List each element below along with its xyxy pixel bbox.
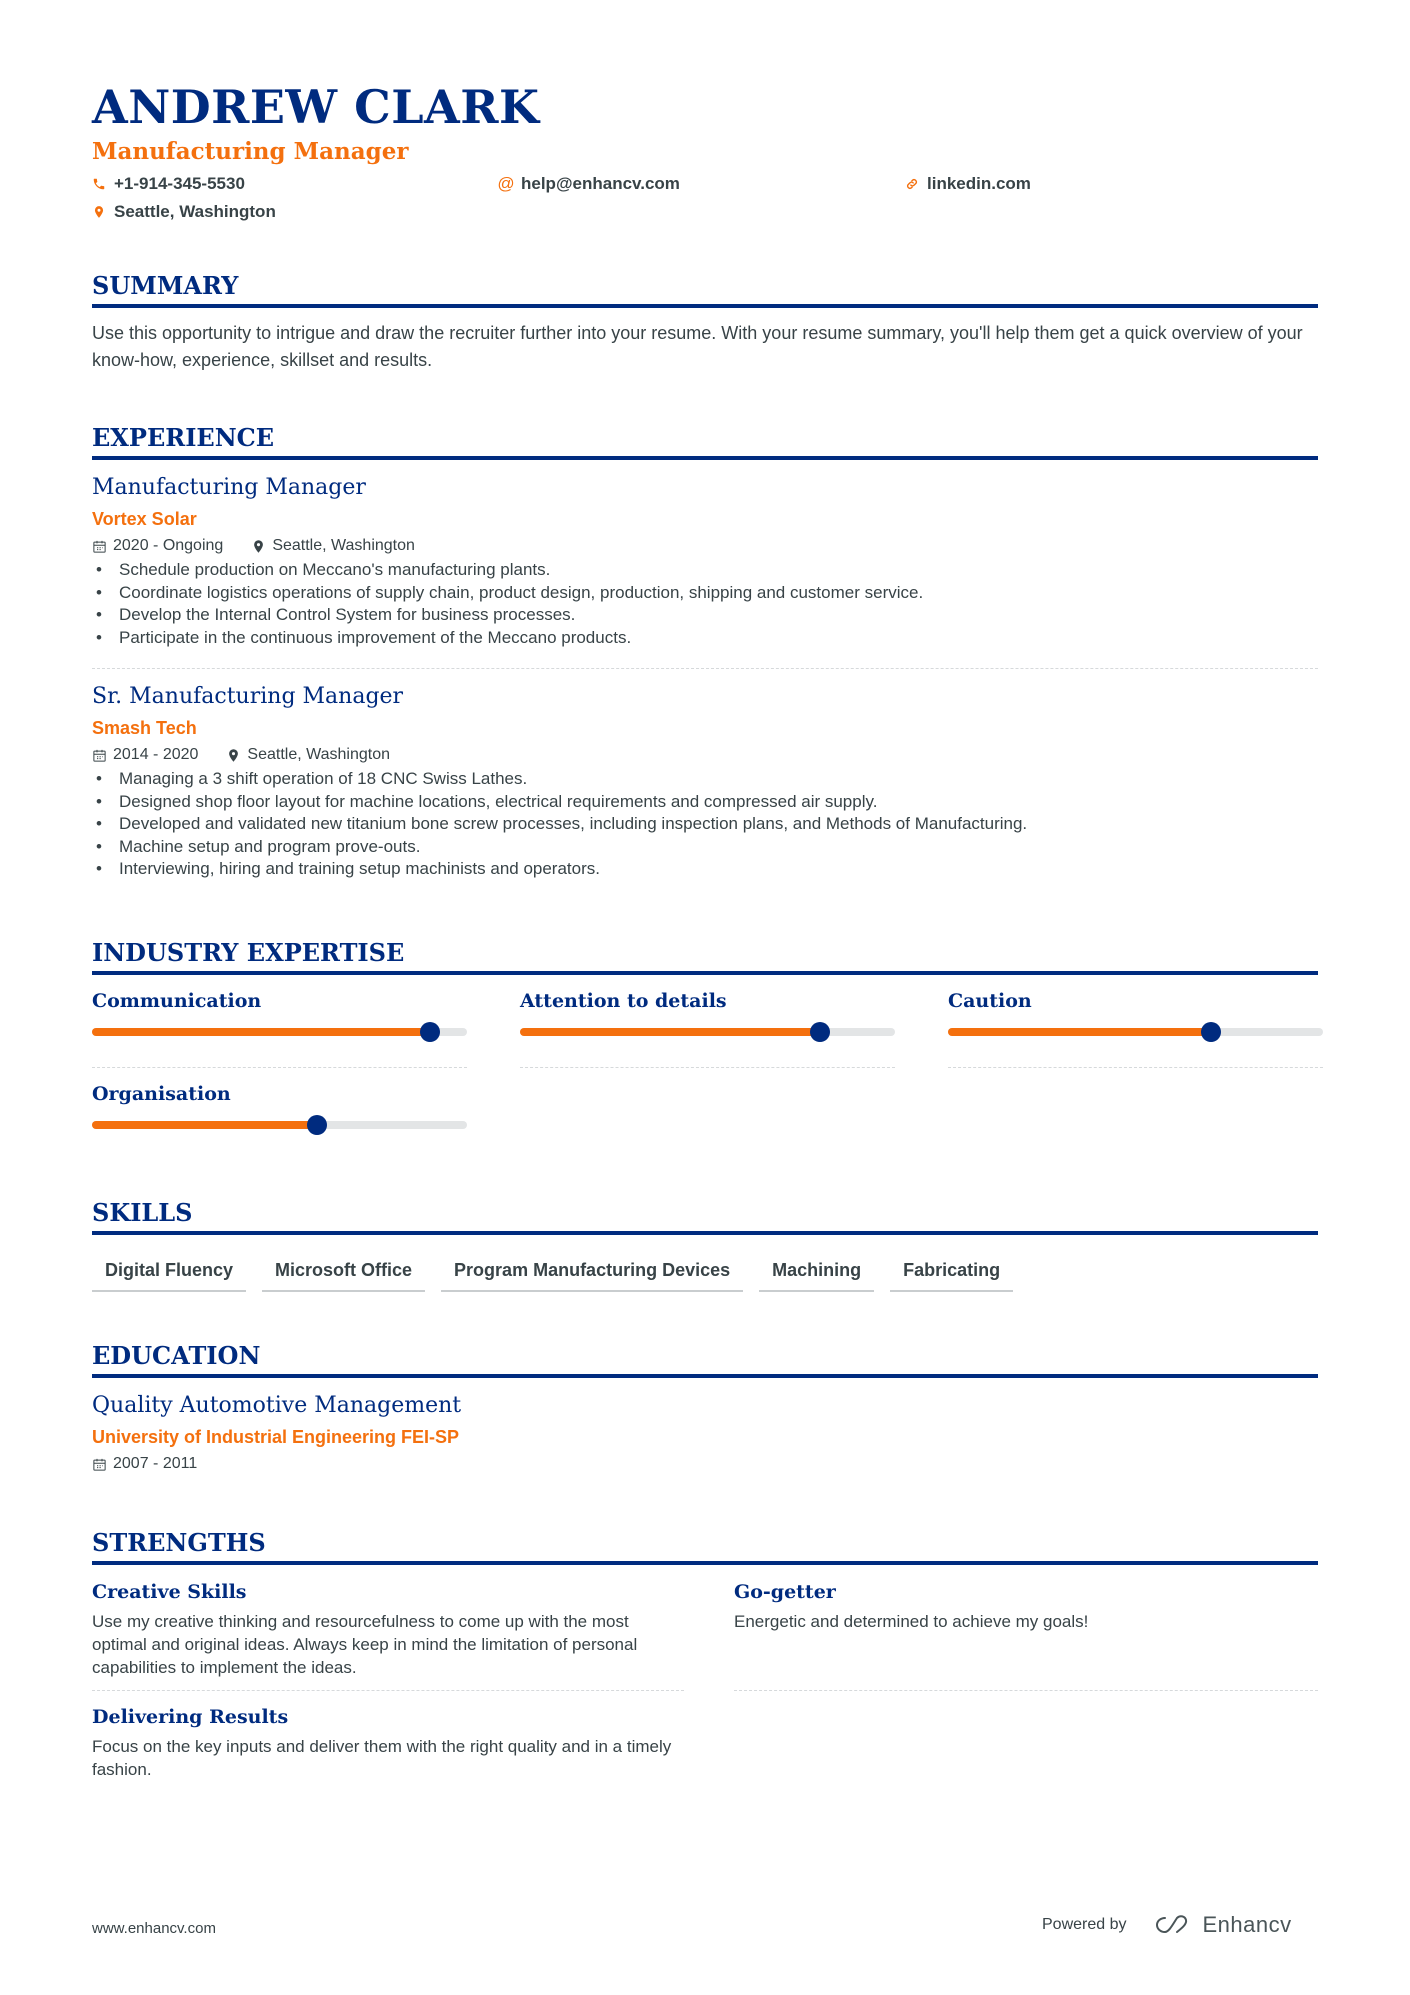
website-text[interactable]: linkedin.com — [927, 174, 1031, 193]
enhancv-logo-icon — [1151, 1913, 1195, 1937]
slider-knob — [420, 1022, 440, 1042]
location-text: Seattle, Washington — [114, 202, 276, 221]
section-heading-experience: EXPERIENCE — [92, 422, 1318, 460]
experience-item — [92, 473, 1318, 649]
skill-tag: Program Manufacturing Devices — [441, 1252, 743, 1292]
candidate-title: Manufacturing Manager — [92, 138, 409, 165]
slider-knob — [307, 1115, 327, 1135]
slider-fill — [92, 1121, 317, 1129]
education-dates: 2007 - 2011 — [113, 1455, 198, 1472]
bullet: • Managing a 3 shift operation of 18 CNC Swiss Lathes. — [92, 768, 1318, 791]
job-dates: 2020 - Ongoing — [113, 537, 224, 554]
candidate-name: ANDREW CLARK — [92, 80, 540, 134]
phone-icon — [92, 176, 106, 192]
job-title: Sr. Manufacturing Manager — [92, 684, 404, 709]
bullet: • Develop the Internal Control System for business processes. — [92, 604, 1318, 627]
job-location: Seattle, Washington — [247, 746, 391, 763]
strength-description: Energetic and determined to achieve my goals! — [734, 1612, 1089, 1631]
summary-text: Use this opportunity to intrigue and draw the recruiter further into your resume. With your resume summary, you'll help them get a quick overview of your know-how, experience, skillset and results. — [92, 323, 1303, 370]
job-dates: 2014 - 2020 — [113, 746, 199, 763]
bullet: • Developed and validated new titanium bone screw processes, including inspection plans, and Methods of Manufacturing. — [92, 813, 1318, 836]
skill-tag: Microsoft Office — [262, 1252, 425, 1292]
skill-tag: Digital Fluency — [92, 1252, 246, 1292]
powered-by-label: Powered by — [1042, 1916, 1127, 1933]
divider — [92, 1067, 467, 1068]
slider-knob — [1201, 1022, 1221, 1042]
strength-description: Use my creative thinking and resourcefulness to come up with the most optimal and original ideas. Always keep in mind the limitation of personal capabilities to implement the ideas. — [92, 1612, 638, 1677]
strength-item — [92, 1578, 682, 1679]
link-icon — [905, 176, 919, 192]
divider — [734, 1690, 1318, 1691]
expertise-item-communication — [92, 988, 467, 1036]
section-heading-skills: SKILLS — [92, 1197, 1318, 1235]
calendar-icon — [92, 539, 107, 554]
company-name: Smash Tech — [92, 718, 197, 738]
expertise-label: Attention to details — [520, 990, 727, 1012]
divider — [92, 1690, 684, 1691]
section-heading-education: EDUCATION — [92, 1340, 1318, 1378]
strength-title: Go-getter — [734, 1581, 836, 1603]
skills-list — [92, 1252, 1013, 1292]
brand-name: Enhancv — [1202, 1912, 1292, 1937]
company-name: Vortex Solar — [92, 509, 197, 529]
map-pin-icon — [226, 748, 241, 763]
expertise-label: Caution — [948, 990, 1032, 1012]
slider-fill — [520, 1028, 820, 1036]
contact-email — [499, 174, 680, 194]
expertise-item-organisation — [92, 1081, 467, 1129]
calendar-icon — [92, 748, 107, 763]
education-item — [92, 1391, 1318, 1477]
slider-knob — [810, 1022, 830, 1042]
map-pin-icon — [92, 204, 106, 220]
footer-powered-by — [1042, 1912, 1292, 1938]
degree-title: Quality Automotive Management — [92, 1393, 462, 1418]
bullet: • Participate in the continuous improvement of the Meccano products. — [92, 627, 1318, 650]
map-pin-icon — [251, 539, 266, 554]
strength-item — [92, 1703, 682, 1781]
contact-location — [92, 202, 276, 222]
footer-website[interactable]: www.enhancv.com — [92, 1920, 216, 1937]
expertise-item-caution — [948, 988, 1323, 1036]
contact-website — [905, 174, 1031, 194]
bullet: • Schedule production on Meccano's manufacturing plants. — [92, 559, 1318, 582]
expertise-slider — [92, 1028, 467, 1036]
slider-fill — [948, 1028, 1211, 1036]
strength-description: Focus on the key inputs and deliver them with the right quality and in a timely fashion. — [92, 1737, 672, 1779]
section-heading-industry-expertise: INDUSTRY EXPERTISE — [92, 937, 1318, 975]
job-title: Manufacturing Manager — [92, 475, 366, 500]
expertise-slider — [92, 1121, 467, 1129]
section-heading-summary: SUMMARY — [92, 270, 1318, 308]
skill-tag: Fabricating — [890, 1252, 1013, 1292]
bullet: • Designed shop floor layout for machine locations, electrical requirements and compressed air supply. — [92, 791, 1318, 814]
job-meta — [92, 533, 1318, 559]
bullet: • Machine setup and program prove-outs. — [92, 836, 1318, 859]
expertise-slider — [948, 1028, 1323, 1036]
divider — [520, 1067, 895, 1068]
expertise-slider — [520, 1028, 895, 1036]
divider — [92, 668, 1318, 669]
job-location: Seattle, Washington — [272, 537, 415, 554]
job-bullets — [92, 559, 1318, 649]
job-bullets — [92, 768, 1318, 881]
calendar-icon — [92, 1457, 107, 1472]
brand-logo[interactable] — [1151, 1912, 1292, 1938]
section-heading-strengths: STRENGTHS — [92, 1527, 1318, 1565]
bullet: • Coordinate logistics operations of supply chain, product design, production, shipping and customer service. — [92, 582, 1318, 605]
job-meta — [92, 742, 1318, 768]
bullet: • Interviewing, hiring and training setup machinists and operators. — [92, 858, 1318, 881]
education-meta — [92, 1451, 1318, 1477]
divider — [948, 1067, 1323, 1068]
skill-tag: Machining — [759, 1252, 874, 1292]
strength-title: Creative Skills — [92, 1581, 247, 1603]
experience-item — [92, 682, 1318, 881]
strength-item — [734, 1578, 1324, 1633]
phone-text: +1-914-345-5530 — [114, 174, 245, 193]
strength-title: Delivering Results — [92, 1706, 289, 1728]
at-icon: @ — [497, 174, 515, 193]
email-text[interactable]: help@enhancv.com — [521, 174, 680, 193]
expertise-item-attention — [520, 988, 895, 1036]
contact-phone — [92, 174, 245, 194]
school-name: University of Industrial Engineering FEI-SP — [92, 1427, 460, 1447]
expertise-label: Communication — [92, 990, 262, 1012]
slider-fill — [92, 1028, 430, 1036]
expertise-label: Organisation — [92, 1083, 231, 1105]
